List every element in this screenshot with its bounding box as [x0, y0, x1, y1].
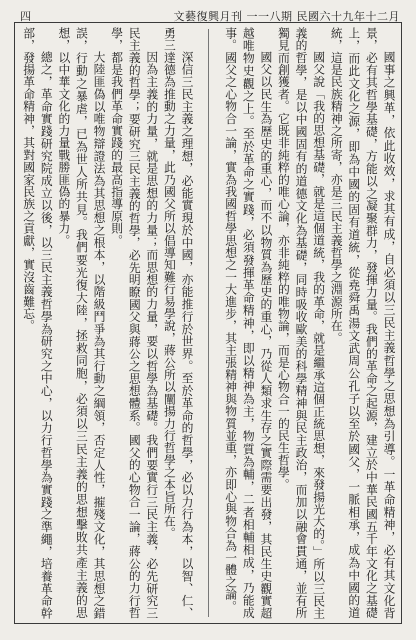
text-frame [14, 22, 402, 624]
paragraph: 總之，革命實踐研究院成立以後，以三民主義哲學為研究之中心，以力行哲學為實踐之準繩，培養革命幹部，發揚革命精神，其對國家民族之貢獻，實沒齒難忘。 [21, 27, 54, 619]
page-header [16, 8, 400, 22]
left-column [19, 27, 195, 619]
paragraph: 深信三民主義之理想，必能實現於中國，亦能推行於世界。至於革命的哲學，必以力行為本，以智、仁、勇三達德為推動之力量，此乃國父所以倡導知難行易學說，蔣公所以闡揚力行哲學之本旨所在。 [162, 27, 194, 619]
page-number: 四 [20, 10, 32, 23]
paragraph: 國父以民生為歷史的重心，而不以物質為歷史的重心，乃從人類求生存之實際需要出發，其民生史觀實超越唯物史觀之上。至於革命之實踐，必須發揮革命精神，即以精神為主，物質為輔，二者相輔相成，乃能成事。國父之心物合一論，實為我國哲學思想之一大進步，其主張精神與物質並重，亦即心與物合為一體之論。 [223, 27, 273, 619]
paragraph: 大陸匪偽以唯物辯證法為其思想之根本，以階級鬥爭為其行動之綱領，否定人性，摧殘文化，其思想之錯誤，行動之暴虐，已為世人所共見。我們要光復大陸，拯救同胞，必須以三民主義的思想擊敗共產主義的思想，以中華文化的力量戰勝匪偽的暴力。 [56, 27, 107, 619]
paragraph: 國父說「我的思想基礎，就是這個道統，我的革命，就是繼承這個正統思想，來發揚光大的。」所以三民主義的哲學，是以中國固有的道德文化為基礎，同時吸收歐美的科學精神與民主政治，而加以融會貫通，並有所獨見而創獲者。它既非純粹的唯心論，亦非純粹的唯物論，而是心物合一的民生哲學。 [276, 27, 326, 619]
paragraph: 國事之興革，依此收效，求其有成，自必須以三民主義哲學之思想為引導。一革命精神，必有其文化背景，必有其哲學基礎，方能以之凝聚群力，發揮力量。我們的革命之起源，建立於中華民國五千年文化之基礎上，而此文化之源，即為中國的固有道統，從堯舜禹湯文武周公孔子以至於國父，一脈相承，成為中國的道統，這是民族精神之所寄，亦是三民主義哲學之淵源所在。 [329, 27, 396, 619]
journal-info: 文藝復興月刊 一一八期 民國六十九年十二月 [173, 10, 400, 23]
paragraph: 因為主義的力量，就是思想的力量；而思想的力量，要以哲學為基礎。我們要實行三民主義，必先研究三民主義的哲學；要研究三民主義的哲學，必先明瞭國父與蔣公之思想體系。國父的心物合一論，蔣公的力行哲學，都是我們革命實踐的最高指導原則。 [109, 27, 159, 619]
column-divider [208, 29, 209, 617]
right-column [221, 27, 397, 619]
